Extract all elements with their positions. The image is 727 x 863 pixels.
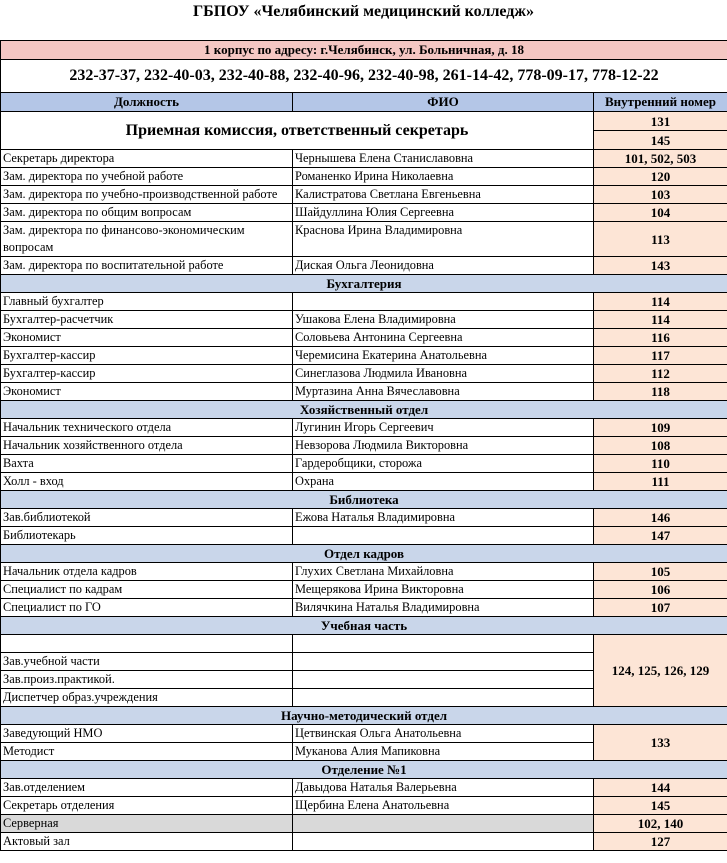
section-title: Хозяйственный отдел — [1, 401, 727, 419]
position-cell: Вахта — [1, 455, 293, 473]
position-cell: Зав.библиотекой — [1, 509, 293, 527]
ext-cell: 120 — [594, 168, 727, 186]
column-header-ext: Внутренний номер — [594, 93, 727, 112]
table-row — [1, 437, 727, 455]
table-row — [1, 599, 727, 617]
position-cell: Секретарь отделения — [1, 797, 293, 815]
name-cell: Ушакова Елена Владимировна — [293, 311, 594, 329]
ext-cell: 110 — [594, 455, 727, 473]
ext-cell: 147 — [594, 527, 727, 545]
position-cell: Специалист по кадрам — [1, 581, 293, 599]
table-row — [1, 833, 727, 851]
position-cell: Холл - вход — [1, 473, 293, 491]
table-row — [1, 725, 727, 743]
ext-cell: 118 — [594, 383, 727, 401]
name-cell — [293, 635, 594, 653]
position-cell: Зам. директора по учебной работе — [1, 168, 293, 186]
table-row — [1, 455, 727, 473]
position-cell: Зам. директора по учебно-производственной работе — [1, 186, 293, 204]
position-cell: Серверная — [1, 815, 293, 833]
ext-cell: 124, 125, 126, 129 — [594, 635, 727, 707]
table-row — [1, 365, 727, 383]
position-cell: Специалист по ГО — [1, 599, 293, 617]
name-cell: Глухих Светлана Михайловна — [293, 563, 594, 581]
table-row — [1, 204, 727, 222]
section-title: Отделение №1 — [1, 761, 727, 779]
section-header-household — [1, 401, 727, 419]
ext-cell: 117 — [594, 347, 727, 365]
table-row — [1, 311, 727, 329]
name-cell: Чернышева Елена Станиславовна — [293, 150, 594, 168]
ext-cell: 102, 140 — [594, 815, 727, 833]
table-row — [1, 509, 727, 527]
position-cell: Зав.произ.практикой. — [1, 671, 293, 689]
ext-cell: 101, 502, 503 — [594, 150, 727, 168]
section-title: Отдел кадров — [1, 545, 727, 563]
name-cell: Охрана — [293, 473, 594, 491]
position-cell: Заведующий НМО — [1, 725, 293, 743]
position-cell: Зам. директора по финансово-экономическим вопросам — [1, 222, 293, 257]
position-cell: Бухгалтер-кассир — [1, 365, 293, 383]
table-row — [1, 329, 727, 347]
section-title: Научно-методический отдел — [1, 707, 727, 725]
address-text: 1 корпус по адресу: г.Челябинск, ул. Больничная, д. 18 — [1, 41, 727, 60]
ext-cell: 106 — [594, 581, 727, 599]
table-row — [1, 419, 727, 437]
section-header-hr — [1, 545, 727, 563]
column-headers — [1, 93, 727, 112]
position-cell: Зам. директора по воспитательной работе — [1, 257, 293, 275]
name-cell: Калистратова Светлана Евгеньевна — [293, 186, 594, 204]
name-cell — [293, 833, 594, 851]
name-cell: Давыдова Наталья Валерьевна — [293, 779, 594, 797]
ext-cell: 107 — [594, 599, 727, 617]
ext-cell: 111 — [594, 473, 727, 491]
name-cell: Невзорова Людмила Викторовна — [293, 437, 594, 455]
ext-cell: 113 — [594, 222, 727, 257]
phone-numbers: 232-37-37, 232-40-03, 232-40-88, 232-40-96, 232-40-98, 261-14-42, 778-09-17, 778-12-22 — [1, 60, 727, 93]
table-row — [1, 581, 727, 599]
position-cell: Экономист — [1, 383, 293, 401]
ext-cell: 133 — [594, 725, 727, 761]
position-cell: Зав.учебной части — [1, 653, 293, 671]
admission-ext-1: 131 — [594, 112, 727, 131]
section-title: Учебная часть — [1, 617, 727, 635]
position-cell: Начальник отдела кадров — [1, 563, 293, 581]
name-cell: Цетвинская Ольга Анатольевна — [293, 725, 594, 743]
table-row — [1, 347, 727, 365]
name-cell: Романенко Ирина Николаевна — [293, 168, 594, 186]
admission-ext-2: 145 — [594, 131, 727, 150]
ext-cell: 146 — [594, 509, 727, 527]
table-row — [1, 168, 727, 186]
section-header-methodical — [1, 707, 727, 725]
name-cell: Краснова Ирина Владимировна — [293, 222, 594, 257]
name-cell: Мещерякова Ирина Викторовна — [293, 581, 594, 599]
section-title: Бухгалтерия — [1, 275, 727, 293]
name-cell: Шайдуллина Юлия Сергеевна — [293, 204, 594, 222]
ext-cell: 144 — [594, 779, 727, 797]
section-header-education — [1, 617, 727, 635]
name-cell: Синеглазова Людмила Ивановна — [293, 365, 594, 383]
table-row — [1, 527, 727, 545]
section-header-department-1 — [1, 761, 727, 779]
table-row — [1, 150, 727, 168]
table-row — [1, 186, 727, 204]
table-row — [1, 635, 727, 653]
table-row — [1, 563, 727, 581]
position-cell: Зам. директора по общим вопросам — [1, 204, 293, 222]
ext-cell: 145 — [594, 797, 727, 815]
position-cell: Диспетчер образ.учреждения — [1, 689, 293, 707]
position-cell: Актовый зал — [1, 833, 293, 851]
section-header-accounting — [1, 275, 727, 293]
table-row — [1, 293, 727, 311]
admission-row — [1, 112, 727, 131]
ext-cell: 104 — [594, 204, 727, 222]
table-row — [1, 257, 727, 275]
position-cell: Начальник технического отдела — [1, 419, 293, 437]
ext-cell: 103 — [594, 186, 727, 204]
table-row — [1, 815, 727, 833]
name-cell — [293, 689, 594, 707]
name-cell: Муканова Алия Мапиковна — [293, 743, 594, 761]
phones-row — [1, 60, 727, 93]
name-cell: Соловьева Антонина Сергеевна — [293, 329, 594, 347]
ext-cell: 116 — [594, 329, 727, 347]
name-cell: Муртазина Анна Вячеславовна — [293, 383, 594, 401]
name-cell — [293, 815, 594, 833]
admission-label: Приемная комиссия, ответственный секретарь — [1, 112, 594, 150]
ext-cell: 127 — [594, 833, 727, 851]
name-cell: Диская Ольга Леонидовна — [293, 257, 594, 275]
name-cell: Щербина Елена Анатольевна — [293, 797, 594, 815]
position-cell: Секретарь директора — [1, 150, 293, 168]
column-header-position: Должность — [1, 93, 293, 112]
position-cell: Бухгалтер-расчетчик — [1, 311, 293, 329]
table-row — [1, 797, 727, 815]
name-cell: Гардеробщики, сторожа — [293, 455, 594, 473]
ext-cell: 108 — [594, 437, 727, 455]
position-cell — [1, 635, 293, 653]
position-cell: Главный бухгалтер — [1, 293, 293, 311]
name-cell — [293, 293, 594, 311]
name-cell: Черемисина Екатерина Анатольевна — [293, 347, 594, 365]
position-cell: Зав.отделением — [1, 779, 293, 797]
name-cell: Ежова Наталья Владимировна — [293, 509, 594, 527]
position-cell: Библиотекарь — [1, 527, 293, 545]
column-header-name: ФИО — [293, 93, 594, 112]
table-row — [1, 779, 727, 797]
table-row — [1, 473, 727, 491]
section-title: Библиотека — [1, 491, 727, 509]
page-title: ГБПОУ «Челябинский медицинский колледж» — [192, 3, 534, 20]
ext-cell: 143 — [594, 257, 727, 275]
position-cell: Начальник хозяйственного отдела — [1, 437, 293, 455]
name-cell — [293, 671, 594, 689]
position-cell: Методист — [1, 743, 293, 761]
name-cell — [293, 527, 594, 545]
ext-cell: 114 — [594, 311, 727, 329]
ext-cell: 112 — [594, 365, 727, 383]
address-row — [1, 41, 727, 60]
name-cell: Вилячкина Наталья Владимировна — [293, 599, 594, 617]
table-row — [1, 222, 727, 257]
position-cell: Экономист — [1, 329, 293, 347]
ext-cell: 109 — [594, 419, 727, 437]
ext-cell: 114 — [594, 293, 727, 311]
name-cell: Лугинин Игорь Сергеевич — [293, 419, 594, 437]
position-cell: Бухгалтер-кассир — [1, 347, 293, 365]
name-cell — [293, 653, 594, 671]
ext-cell: 105 — [594, 563, 727, 581]
phone-directory-table — [0, 40, 727, 851]
section-header-library — [1, 491, 727, 509]
table-row — [1, 383, 727, 401]
